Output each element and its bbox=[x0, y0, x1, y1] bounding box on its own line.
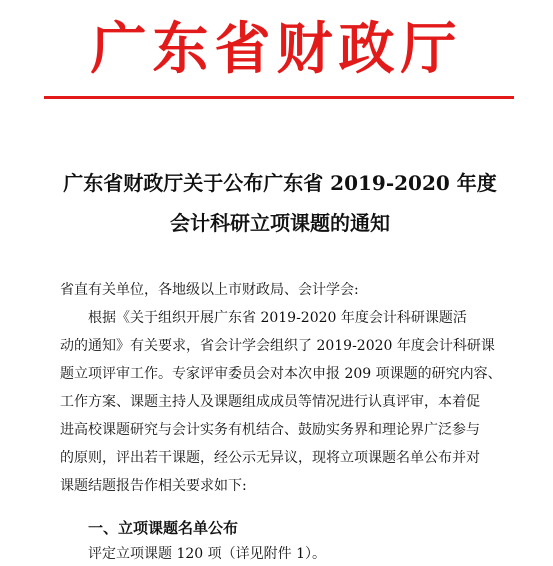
body-line: 题立项评审工作。专家评审委员会对本次申报 209 项课题的研究内容、 bbox=[60, 366, 502, 382]
notice-title-line-2: 会计科研立项课题的通知 bbox=[170, 211, 390, 235]
body-line: 进高校课题研究与会计实务有机结合、鼓励实务界和理论界广泛参与 bbox=[60, 422, 480, 438]
section-heading: 一、立项课题名单公布 bbox=[88, 519, 239, 537]
masthead-title: 广东省财政厅 bbox=[90, 17, 463, 82]
body-line: 根据《关于组织开展广东省 2019-2020 年度会计科研课题活 bbox=[88, 310, 467, 326]
body-line: 的原则，评出若干课题，经公示无异议，现将立项课题名单公布并对 bbox=[60, 450, 480, 466]
masthead-red-rule bbox=[44, 96, 514, 99]
section-text: 评定立项课题 120 项（详见附件 1）。 bbox=[88, 546, 326, 562]
body-line: 课题结题报告作相关要求如下: bbox=[60, 478, 247, 494]
notice-title-line-1: 广东省财政厅关于公布广东省 2019-2020 年度 bbox=[63, 171, 497, 195]
salutation bbox=[60, 276, 524, 304]
salutation-text: 省直有关单位，各地级以上市财政局、会计学会: bbox=[60, 282, 359, 298]
body-paragraph bbox=[60, 304, 524, 500]
body-line: 动的通知》有关要求，省会计学会组织了 2019-2020 年度会计科研课 bbox=[60, 338, 495, 354]
body-line: 工作方案、课题主持人及课题组成成员等情况进行认真评审，本着促 bbox=[60, 394, 480, 410]
